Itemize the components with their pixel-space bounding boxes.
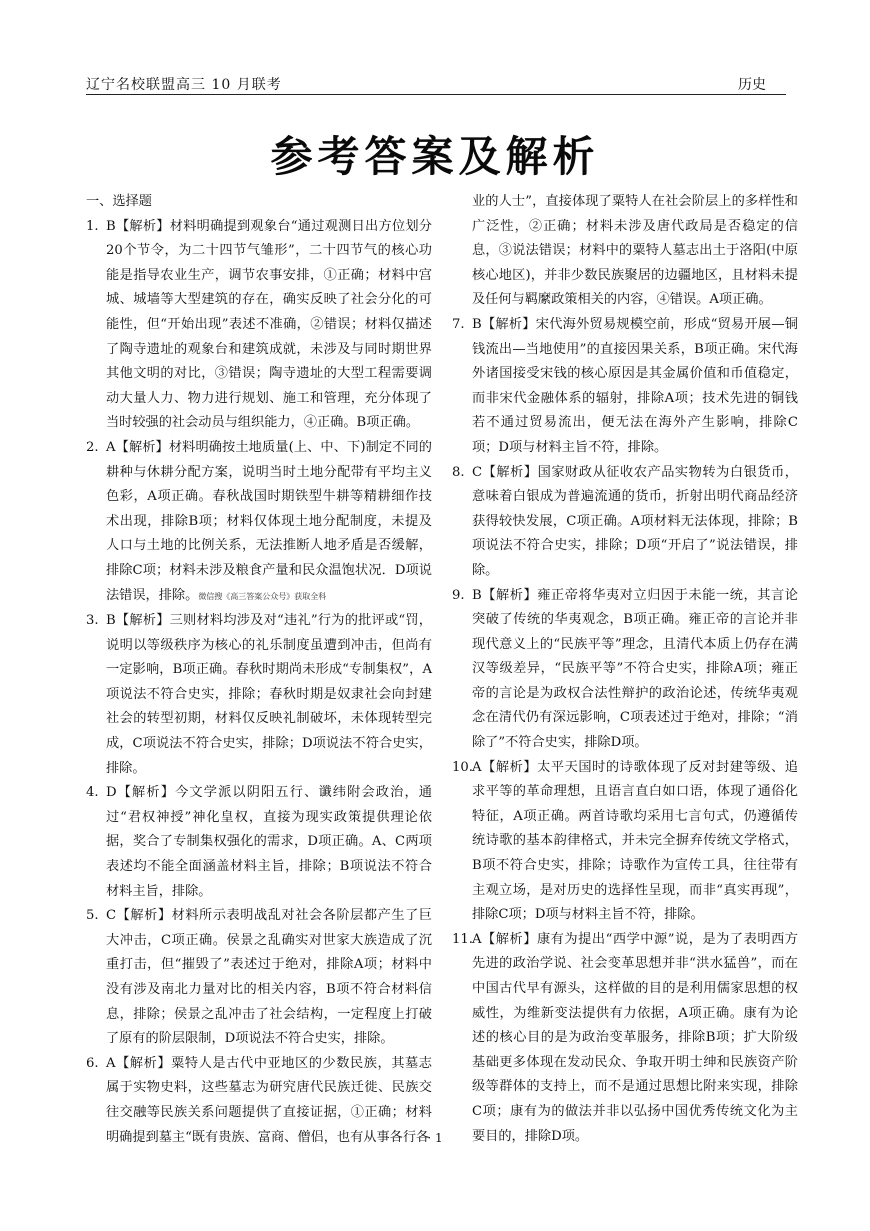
answer-item-7 [452,313,798,461]
item-text: A【解析】康有为提出“西学中源”说，是为了表明西方先进的政治学说、社会变革思想并非“洪水猛兽”，而在中国古代早有源头，这样做的目的是利用儒家思想的权威性，为维新变法提供有力依据，A项正确。康有为论述的核心目的是为政治变革服务，排除B项；扩大阶级基础更多体现在发动民众、争取开明士绅和民族资产阶级等群体的支持上，而不是通过思想比附来实现，排除C项；康有为的做法并非以弘扬中国优秀传统文化为主要目的，排除D项。 [472,931,798,1144]
answer-item-1 [86,215,432,436]
item-text: C【解析】材料所示表明战乱对社会各阶层都产生了巨大冲击，C项正确。侯景之乱确实对世家大族造成了沉重打击，但“摧毁了”表述过于绝对，排除A项；材料中没有涉及南北力量对比的相关内容，B项不符合材料信息，排除；侯景之乱冲击了社会结构，一定程度上打破了原有的阶层限制，D项说法不符合史实，排除。 [106,908,432,1047]
item-number: 9. [452,587,465,603]
answer-item-10 [452,756,798,928]
answer-item-6-continued: 业的人士”，直接体现了粟特人在社会阶层上的多样性和广泛性，②正确；材料未涉及唐代政局是否稳定的信息，③说法错误；材料中的粟特人墓志出土于洛阳(中原核心地区)，并非少数民族聚居的边疆地区，且材料未提及任何与羁縻政策相关的内容，④错误。A项正确。 [472,194,798,308]
item-number: 2. [86,439,99,455]
exam-name: 辽宁名校联盟高三 10 月联考 [86,77,282,93]
item-text: A【解析】粟特人是古代中亚地区的少数民族，其墓志属于实物史料，这些墓志为研究唐代民族迁徙、民族交往交融等民族关系问题提供了直接证据，①正确；材料明确提到墓主“既有贵族、富商、僧侣，也有从事各行各 [106,1055,432,1145]
answer-item-9 [452,584,798,756]
right-column [452,190,798,1149]
page-title: 参考答案及解析 [270,132,600,181]
left-column [86,190,432,1150]
page-number: · 1 [427,1131,443,1145]
item-text: A【解析】太平天国时的诗歌体现了反对封建等级、追求平等的革命理想，且语言直白如口语，体现了通俗化特征，A项正确。两首诗歌均采用七言句式，仍遵循传统诗歌的基本韵律格式，并未完全摒弃传统文学格式，B项不符合史实，排除；诗歌作为宣传工具，往往带有主观立场，是对历史的选择性呈现，而非“真实再现”，排除C项；D项与材料主旨不符，排除。 [472,759,798,923]
item-number: 1. [86,218,99,234]
item-text: B【解析】宋代海外贸易规模空前，形成“贸易开展—铜钱流出—当地使用”的直接因果关系，B项正确。宋代海外诸国接受宋钱的核心原因是其金属价值和币值稳定，而非宋代金融体系的辐射，排除A项；技术先进的铜钱若不通过贸易流出，便无法在海外产生影响，排除C项；D项与材料主旨不符，排除。 [472,316,798,455]
item-number: 6. [86,1055,99,1071]
wechat-note: 微信搜《高三答案公众号》获取全科 [198,591,327,601]
answer-item-8 [452,461,798,584]
item-text: D【解析】今文学派以阴阳五行、谶纬附会政治，通过“君权神授”神化皇权，直接为现实政策提供理论依据，奖合了专制集权强化的需求，D项正确。A、C两项表述均不能全面涵盖材料主旨，排除；B项说法不符合材料主旨，排除。 [106,785,432,899]
item-number: 11. [452,931,473,947]
item-number: 5. [86,908,99,924]
answer-item-4 [86,781,432,904]
item-number: 3. [86,613,99,629]
item-number: 8. [452,464,465,480]
item-text: B【解析】雍正帝将华夷对立归因于未能一统，其言论突破了传统的华夷观念，B项正确。雍正帝的言论并非现代意义上的“民族平等”理念，且清代本质上仍存在满汉等级差异，“民族平等”不符合史实，排除A项；雍正帝的言论是为政权合法性辩护的政治论述，传统华夷观念在清代仍有深远影响，C项表述过于绝对，排除；“消除了”不符合史实，排除D项。 [472,587,798,751]
item-text: A【解析】材料明确按土地质量(上、中、下)制定不同的耕种与休耕分配方案，说明当时土地分配带有平均主义色彩，A项正确。春秋战国时期铁型牛耕等精耕细作技术出现，排除B项；材料仅体现土地分配制度，未提及人口与土地的比例关系，无法推断人地矛盾是否缓解，排除C项；材料未涉及粮食产量和民众温饱状况．D项说法错误，排除。 [106,439,432,603]
answer-item-2 [86,436,432,609]
subject-name: 历史 [738,77,766,93]
answer-item-11 [452,928,798,1149]
answer-item-3 [86,609,432,781]
section-heading: 一、选择题 [86,194,152,209]
item-text: B【解析】材料明确提到观象台“通过观测日出方位划分20个节令，为二十四节气雏形”，二十四节气的核心功能是指导农业生产，调节农事安排，①正确；材料中宫城、城墙等大型建筑的存在，确实反映了社会分化的可能性，但“开始出现”表述不准确，②错误；材料仅描述了陶寺遗址的观象台和建筑成就，未涉及与同时期世界其他文明的对比，③错误；陶寺遗址的大型工程需要调动大量人力、物力进行规划、施工和管理，充分体现了当时较强的社会动员与组织能力，④正确。B项正确。 [106,218,432,431]
answer-item-5 [86,904,432,1052]
item-number: 10. [452,759,473,775]
item-number: 7. [452,316,465,332]
item-number: 4. [86,785,99,801]
item-text: C【解析】国家财政从征收农产品实物转为白银货币，意味着白银成为普遍流通的货币，折射出明代商品经济获得较快发展，C项正确。A项材料无法体现，排除；B项说法不符合史实，排除；D项“开启了”说法错误，排除。 [472,464,798,578]
item-text: B【解析】三则材料均涉及对“违礼”行为的批评或“罚，说明以等级秩序为核心的礼乐制度虽遭到冲击，但尚有一定影响，B项正确。春秋时期尚未形成“专制集权”，A项说法不符合史实，排除；春秋时期是奴隶社会向封建社会的转型初期，材料仅反映礼制破坏，未体现转型完成，C项说法不符合史实，排除；D项说法不符合史实，排除。 [106,613,432,776]
page-header [86,70,786,95]
